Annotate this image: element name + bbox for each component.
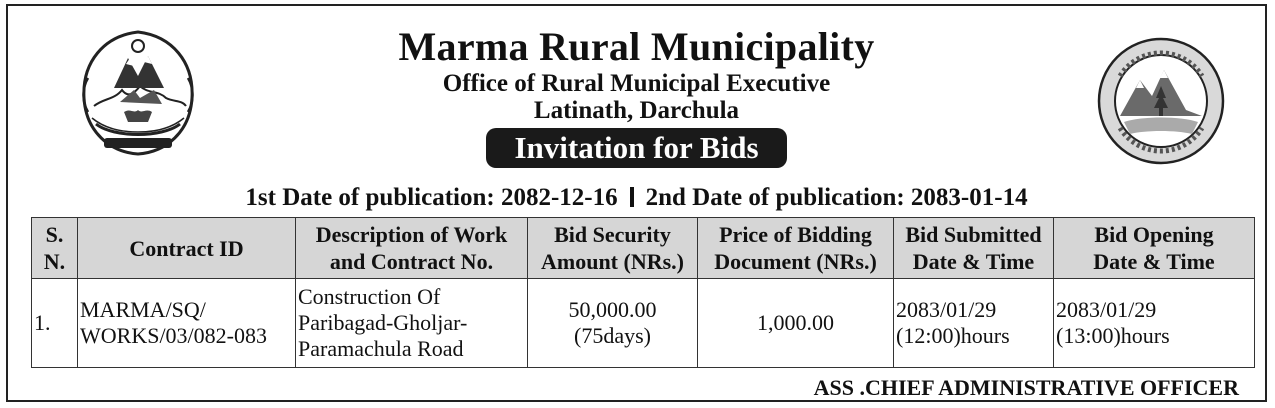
bid-table [31,217,1255,368]
col-header-opening: Bid Opening Date & Time [1054,218,1255,279]
municipality-title: Marma Rural Municipality [398,24,875,69]
notice-heading [8,24,1265,168]
col-header-submitted: Bid Submitted Date & Time [894,218,1054,279]
bid-notice [6,4,1267,402]
cell-submitted: 2083/01/29 (12:00)hours [894,279,1054,368]
officer-signature: ASS .CHIEF ADMINISTRATIVE OFFICER [813,375,1239,400]
table-header-row [32,218,1255,279]
col-header-price: Price of Bidding Document (NRs.) [698,218,894,279]
cell-description: Construction Of Paribagad-Gholjar- Paramachula Road [296,279,528,368]
col-header-description: Description of Work and Contract No. [296,218,528,279]
second-publication-date: 2nd Date of publication: 2083-01-14 [645,184,1028,211]
office-name: Office of Rural Municipal Executive [442,70,831,97]
col-header-sn: S. N. [32,218,78,279]
col-header-contract-id: Contract ID [78,218,296,279]
cell-sn: 1. [32,279,78,368]
first-publication-date: 1st Date of publication: 2082-12-16 [245,184,618,211]
cell-bid-security: 50,000.00 (75days) [528,279,698,368]
cell-opening: 2083/01/29 (13:00)hours [1054,279,1255,368]
cell-price: 1,000.00 [698,279,894,368]
date-separator [630,187,634,207]
table-row [32,279,1255,368]
office-location: Latinath, Darchula [533,97,740,124]
cell-contract-id: MARMA/SQ/ WORKS/03/082-083 [78,279,296,368]
invitation-banner: Invitation for Bids [486,128,786,168]
publication-dates [8,182,1265,214]
col-header-bid-security: Bid Security Amount (NRs.) [528,218,698,279]
